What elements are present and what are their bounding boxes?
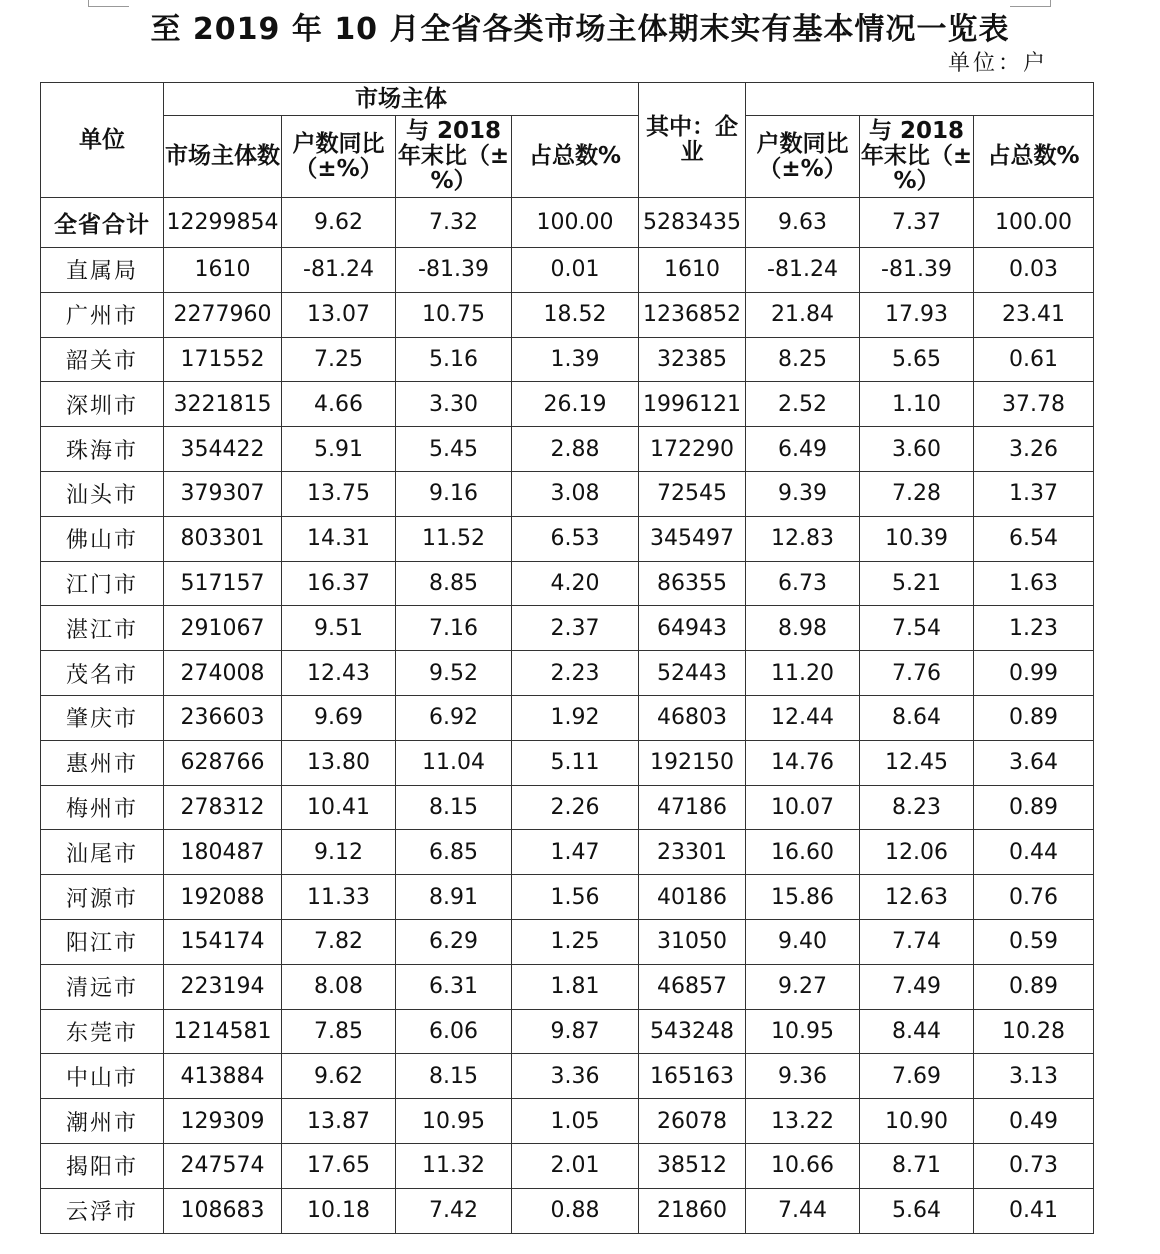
ent-vs2018-cell: -81.39 [860, 248, 974, 293]
vs2018-cell: 8.15 [396, 785, 512, 830]
share-cell: 1.56 [512, 875, 639, 920]
ent-yoy-cell: 12.44 [746, 695, 860, 740]
ent-share-cell: 0.03 [974, 248, 1094, 293]
vs2018-cell: 6.29 [396, 919, 512, 964]
enterprise-count-cell: 345497 [639, 516, 746, 561]
header-enterprise: 其中：企业 [639, 83, 746, 198]
share-cell: 100.00 [512, 198, 639, 248]
yoy-cell: 8.08 [282, 964, 396, 1009]
unit-cell: 全省合计 [41, 198, 164, 248]
ent-share-cell: 0.73 [974, 1143, 1094, 1188]
ent-yoy-cell: 7.44 [746, 1188, 860, 1233]
table-row [41, 830, 1094, 875]
unit-cell: 珠海市 [41, 427, 164, 472]
ent-yoy-cell: 9.40 [746, 919, 860, 964]
unit-cell: 肇庆市 [41, 695, 164, 740]
ent-yoy-cell: 21.84 [746, 292, 860, 337]
ent-yoy-cell: 11.20 [746, 651, 860, 696]
market-count-cell: 180487 [164, 830, 282, 875]
unit-cell: 揭阳市 [41, 1143, 164, 1188]
market-count-cell: 1610 [164, 248, 282, 293]
ent-vs2018-cell: 7.74 [860, 919, 974, 964]
yoy-cell: 13.07 [282, 292, 396, 337]
page-title: 至 2019 年 10 月全省各类市场主体期末实有基本情况一览表 [150, 12, 1010, 47]
table-row [41, 427, 1094, 472]
unit-cell: 茂名市 [41, 651, 164, 696]
market-count-cell: 171552 [164, 337, 282, 382]
yoy-cell: 16.37 [282, 561, 396, 606]
data-table [40, 82, 1094, 1234]
enterprise-count-cell: 31050 [639, 919, 746, 964]
ent-share-cell: 0.61 [974, 337, 1094, 382]
market-count-cell: 628766 [164, 740, 282, 785]
market-count-cell: 354422 [164, 427, 282, 472]
market-count-cell: 413884 [164, 1054, 282, 1099]
unit-cell: 佛山市 [41, 516, 164, 561]
enterprise-count-cell: 543248 [639, 1009, 746, 1054]
market-count-cell: 1214581 [164, 1009, 282, 1054]
ent-vs2018-cell: 8.23 [860, 785, 974, 830]
table-row [41, 561, 1094, 606]
ent-yoy-cell: 6.73 [746, 561, 860, 606]
unit-cell: 清远市 [41, 964, 164, 1009]
vs2018-cell: 9.16 [396, 471, 512, 516]
vs2018-cell: 7.16 [396, 606, 512, 651]
vs2018-cell: 6.85 [396, 830, 512, 875]
ent-yoy-cell: 9.27 [746, 964, 860, 1009]
vs2018-cell: 6.06 [396, 1009, 512, 1054]
header-ent-share: 占总数% [974, 116, 1094, 198]
vs2018-cell: 8.15 [396, 1054, 512, 1099]
ent-share-cell: 0.89 [974, 695, 1094, 740]
header-yoy: 户数同比（±%） [282, 116, 396, 198]
table-row [41, 292, 1094, 337]
vs2018-cell: 7.42 [396, 1188, 512, 1233]
yoy-cell: 13.75 [282, 471, 396, 516]
unit-cell: 梅州市 [41, 785, 164, 830]
market-count-cell: 129309 [164, 1099, 282, 1144]
market-count-cell: 274008 [164, 651, 282, 696]
vs2018-cell: 5.45 [396, 427, 512, 472]
ent-vs2018-cell: 7.49 [860, 964, 974, 1009]
market-count-cell: 803301 [164, 516, 282, 561]
table-row [41, 919, 1094, 964]
ent-vs2018-cell: 12.45 [860, 740, 974, 785]
header-ent-yoy: 户数同比（±%） [746, 116, 860, 198]
yoy-cell: 14.31 [282, 516, 396, 561]
market-count-cell: 2277960 [164, 292, 282, 337]
vs2018-cell: 6.31 [396, 964, 512, 1009]
yoy-cell: 12.43 [282, 651, 396, 696]
ent-share-cell: 1.37 [974, 471, 1094, 516]
enterprise-count-cell: 1996121 [639, 382, 746, 427]
ent-share-cell: 0.99 [974, 651, 1094, 696]
unit-cell: 中山市 [41, 1054, 164, 1099]
ent-vs2018-cell: 10.39 [860, 516, 974, 561]
market-count-cell: 223194 [164, 964, 282, 1009]
yoy-cell: 9.12 [282, 830, 396, 875]
ent-vs2018-cell: 7.54 [860, 606, 974, 651]
unit-cell: 广州市 [41, 292, 164, 337]
enterprise-count-cell: 52443 [639, 651, 746, 696]
ent-share-cell: 23.41 [974, 292, 1094, 337]
table-row [41, 1099, 1094, 1144]
enterprise-count-cell: 47186 [639, 785, 746, 830]
enterprise-count-cell: 46857 [639, 964, 746, 1009]
ent-share-cell: 0.41 [974, 1188, 1094, 1233]
ent-yoy-cell: 10.66 [746, 1143, 860, 1188]
yoy-cell: 7.25 [282, 337, 396, 382]
unit-cell: 潮州市 [41, 1099, 164, 1144]
share-cell: 6.53 [512, 516, 639, 561]
vs2018-cell: 9.52 [396, 651, 512, 696]
yoy-cell: 11.33 [282, 875, 396, 920]
share-cell: 1.81 [512, 964, 639, 1009]
yoy-cell: 17.65 [282, 1143, 396, 1188]
table-row [41, 1054, 1094, 1099]
ent-share-cell: 3.64 [974, 740, 1094, 785]
enterprise-count-cell: 86355 [639, 561, 746, 606]
vs2018-cell: 11.52 [396, 516, 512, 561]
share-cell: 1.25 [512, 919, 639, 964]
table-body [41, 198, 1094, 1234]
share-cell: 18.52 [512, 292, 639, 337]
ent-share-cell: 0.89 [974, 964, 1094, 1009]
table-row [41, 1009, 1094, 1054]
market-count-cell: 12299854 [164, 198, 282, 248]
yoy-cell: 9.62 [282, 1054, 396, 1099]
ent-vs2018-cell: 7.69 [860, 1054, 974, 1099]
ent-vs2018-cell: 12.63 [860, 875, 974, 920]
share-cell: 26.19 [512, 382, 639, 427]
market-count-cell: 278312 [164, 785, 282, 830]
ent-share-cell: 3.26 [974, 427, 1094, 472]
ent-vs2018-cell: 5.21 [860, 561, 974, 606]
table-row [41, 248, 1094, 293]
table-row [41, 785, 1094, 830]
ent-share-cell: 10.28 [974, 1009, 1094, 1054]
header-vs2018: 与 2018 年末比（±%） [396, 116, 512, 198]
ent-share-cell: 0.89 [974, 785, 1094, 830]
ent-vs2018-cell: 12.06 [860, 830, 974, 875]
ent-vs2018-cell: 8.71 [860, 1143, 974, 1188]
ent-yoy-cell: 8.98 [746, 606, 860, 651]
market-count-cell: 517157 [164, 561, 282, 606]
ent-vs2018-cell: 7.28 [860, 471, 974, 516]
share-cell: 4.20 [512, 561, 639, 606]
share-cell: 9.87 [512, 1009, 639, 1054]
enterprise-count-cell: 32385 [639, 337, 746, 382]
share-cell: 1.39 [512, 337, 639, 382]
vs2018-cell: 8.91 [396, 875, 512, 920]
yoy-cell: 7.82 [282, 919, 396, 964]
vs2018-cell: 11.32 [396, 1143, 512, 1188]
table-row [41, 606, 1094, 651]
yoy-cell: 13.80 [282, 740, 396, 785]
share-cell: 1.05 [512, 1099, 639, 1144]
ent-yoy-cell: 9.36 [746, 1054, 860, 1099]
ent-yoy-cell: 15.86 [746, 875, 860, 920]
unit-label: 单位：户 [947, 51, 1048, 76]
ent-yoy-cell: 12.83 [746, 516, 860, 561]
enterprise-count-cell: 172290 [639, 427, 746, 472]
vs2018-cell: 10.95 [396, 1099, 512, 1144]
header-ent-vs2018: 与 2018 年末比（±%） [860, 116, 974, 198]
ent-share-cell: 0.59 [974, 919, 1094, 964]
header-market-group: 市场主体 [164, 83, 639, 116]
ent-yoy-cell: 13.22 [746, 1099, 860, 1144]
unit-cell: 河源市 [41, 875, 164, 920]
table-row [41, 382, 1094, 427]
header-enterprise-group [746, 83, 1094, 116]
ent-share-cell: 1.23 [974, 606, 1094, 651]
yoy-cell: 9.51 [282, 606, 396, 651]
market-count-cell: 291067 [164, 606, 282, 651]
market-count-cell: 379307 [164, 471, 282, 516]
vs2018-cell: 5.16 [396, 337, 512, 382]
share-cell: 2.01 [512, 1143, 639, 1188]
table-row [41, 875, 1094, 920]
ent-yoy-cell: 16.60 [746, 830, 860, 875]
share-cell: 3.36 [512, 1054, 639, 1099]
share-cell: 1.47 [512, 830, 639, 875]
ent-share-cell: 0.49 [974, 1099, 1094, 1144]
market-count-cell: 247574 [164, 1143, 282, 1188]
unit-cell: 湛江市 [41, 606, 164, 651]
enterprise-count-cell: 21860 [639, 1188, 746, 1233]
unit-cell: 惠州市 [41, 740, 164, 785]
yoy-cell: 10.18 [282, 1188, 396, 1233]
ent-vs2018-cell: 5.64 [860, 1188, 974, 1233]
ent-yoy-cell: -81.24 [746, 248, 860, 293]
ent-share-cell: 37.78 [974, 382, 1094, 427]
yoy-cell: 9.62 [282, 198, 396, 248]
unit-cell: 云浮市 [41, 1188, 164, 1233]
ent-vs2018-cell: 17.93 [860, 292, 974, 337]
ent-vs2018-cell: 3.60 [860, 427, 974, 472]
vs2018-cell: 6.92 [396, 695, 512, 740]
ent-yoy-cell: 8.25 [746, 337, 860, 382]
table-row [41, 516, 1094, 561]
share-cell: 3.08 [512, 471, 639, 516]
enterprise-count-cell: 38512 [639, 1143, 746, 1188]
unit-cell: 直属局 [41, 248, 164, 293]
enterprise-count-cell: 46803 [639, 695, 746, 740]
vs2018-cell: 11.04 [396, 740, 512, 785]
ent-vs2018-cell: 7.76 [860, 651, 974, 696]
ent-yoy-cell: 10.07 [746, 785, 860, 830]
yoy-cell: 7.85 [282, 1009, 396, 1054]
ent-yoy-cell: 6.49 [746, 427, 860, 472]
enterprise-count-cell: 1610 [639, 248, 746, 293]
share-cell: 2.37 [512, 606, 639, 651]
yoy-cell: -81.24 [282, 248, 396, 293]
ent-yoy-cell: 9.39 [746, 471, 860, 516]
ent-share-cell: 0.44 [974, 830, 1094, 875]
yoy-cell: 10.41 [282, 785, 396, 830]
table-row [41, 471, 1094, 516]
market-count-cell: 192088 [164, 875, 282, 920]
enterprise-count-cell: 5283435 [639, 198, 746, 248]
enterprise-count-cell: 1236852 [639, 292, 746, 337]
table-row [41, 1188, 1094, 1233]
market-count-cell: 108683 [164, 1188, 282, 1233]
share-cell: 2.88 [512, 427, 639, 472]
table-row [41, 964, 1094, 1009]
share-cell: 5.11 [512, 740, 639, 785]
yoy-cell: 13.87 [282, 1099, 396, 1144]
table-row-total [41, 198, 1094, 248]
unit-cell: 韶关市 [41, 337, 164, 382]
unit-cell: 汕尾市 [41, 830, 164, 875]
ent-vs2018-cell: 8.64 [860, 695, 974, 740]
vs2018-cell: 10.75 [396, 292, 512, 337]
vs2018-cell: 7.32 [396, 198, 512, 248]
unit-cell: 江门市 [41, 561, 164, 606]
market-count-cell: 154174 [164, 919, 282, 964]
enterprise-count-cell: 192150 [639, 740, 746, 785]
ent-share-cell: 6.54 [974, 516, 1094, 561]
ent-vs2018-cell: 5.65 [860, 337, 974, 382]
enterprise-count-cell: 64943 [639, 606, 746, 651]
unit-cell: 阳江市 [41, 919, 164, 964]
ent-share-cell: 100.00 [974, 198, 1094, 248]
market-count-cell: 3221815 [164, 382, 282, 427]
share-cell: 2.26 [512, 785, 639, 830]
market-count-cell: 236603 [164, 695, 282, 740]
enterprise-count-cell: 165163 [639, 1054, 746, 1099]
enterprise-count-cell: 26078 [639, 1099, 746, 1144]
unit-cell: 汕头市 [41, 471, 164, 516]
enterprise-count-cell: 23301 [639, 830, 746, 875]
ent-share-cell: 1.63 [974, 561, 1094, 606]
ent-share-cell: 0.76 [974, 875, 1094, 920]
ent-vs2018-cell: 8.44 [860, 1009, 974, 1054]
table-row [41, 695, 1094, 740]
enterprise-count-cell: 72545 [639, 471, 746, 516]
yoy-cell: 4.66 [282, 382, 396, 427]
vs2018-cell: -81.39 [396, 248, 512, 293]
share-cell: 1.92 [512, 695, 639, 740]
ent-yoy-cell: 2.52 [746, 382, 860, 427]
table-row [41, 1143, 1094, 1188]
share-cell: 0.01 [512, 248, 639, 293]
table-row [41, 337, 1094, 382]
table-row [41, 651, 1094, 696]
ent-yoy-cell: 10.95 [746, 1009, 860, 1054]
enterprise-count-cell: 40186 [639, 875, 746, 920]
yoy-cell: 9.69 [282, 695, 396, 740]
ent-vs2018-cell: 7.37 [860, 198, 974, 248]
yoy-cell: 5.91 [282, 427, 396, 472]
unit-cell: 东莞市 [41, 1009, 164, 1054]
ent-vs2018-cell: 1.10 [860, 382, 974, 427]
ent-share-cell: 3.13 [974, 1054, 1094, 1099]
unit-cell: 深圳市 [41, 382, 164, 427]
vs2018-cell: 8.85 [396, 561, 512, 606]
ent-yoy-cell: 9.63 [746, 198, 860, 248]
header-unit: 单位 [41, 83, 164, 198]
header-market-count: 市场主体数 [164, 116, 282, 198]
share-cell: 0.88 [512, 1188, 639, 1233]
ent-vs2018-cell: 10.90 [860, 1099, 974, 1144]
table-row [41, 740, 1094, 785]
ent-yoy-cell: 14.76 [746, 740, 860, 785]
share-cell: 2.23 [512, 651, 639, 696]
header-share: 占总数% [512, 116, 639, 198]
vs2018-cell: 3.30 [396, 382, 512, 427]
